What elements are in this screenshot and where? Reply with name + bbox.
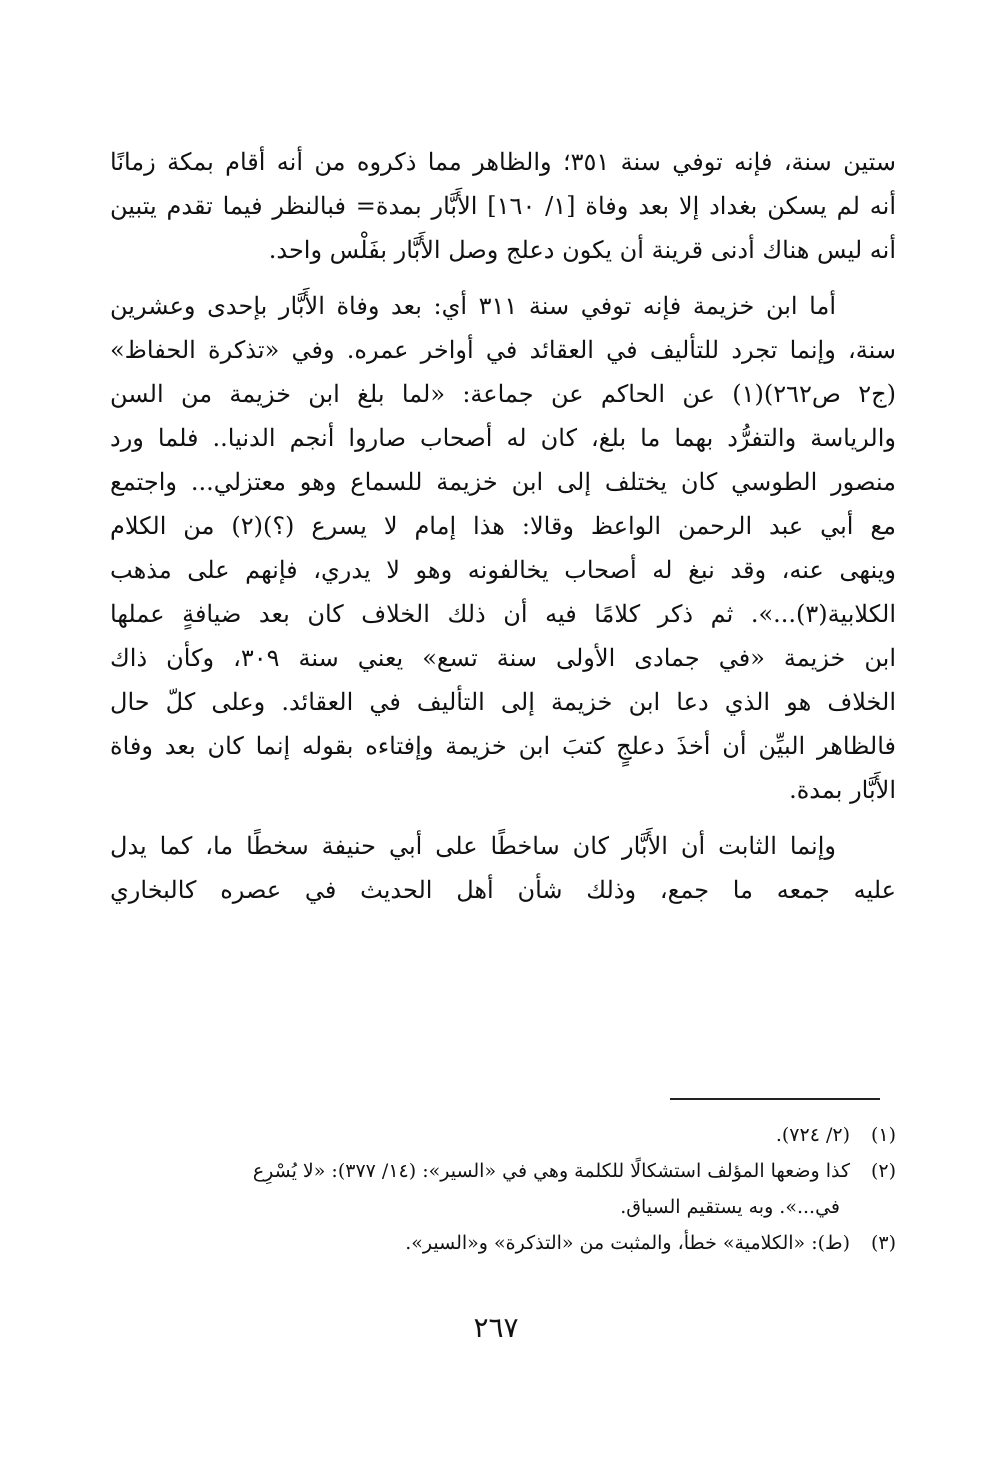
main-text (110, 140, 896, 912)
text-line: الأَبَّار بمدة. (789, 776, 896, 804)
text-line: والرياسة والتفرُّد بهما ما بلغ، كان له أصحاب صاروا أنجم الدنيا.. فلما ورد (110, 424, 896, 452)
footnote-line (110, 1153, 896, 1189)
text-line: الكلابية(٣)...». ثم ذكر كلامًا فيه أن ذلك الخلاف كان بعد ضيافةٍ عملها (110, 600, 896, 628)
paragraph-2 (110, 284, 896, 812)
footnote-text: (ط): «الكلامية» خطأ، والمثبت من «التذكرة» و«السير». (405, 1232, 850, 1254)
text-line: مع أبي عبد الرحمن الواعظ وقالا: هذا إمام لا يسرع (؟)(٢) من الكلام (110, 512, 896, 540)
text-line: سنة، وإنما تجرد للتأليف في العقائد في أواخر عمره. وفي «تذكرة الحفاظ» (110, 336, 896, 364)
text-line: ابن خزيمة «في جمادى الأولى سنة تسع» يعني سنة ٣٠٩، وكأن ذاك (110, 644, 896, 672)
text-line: وإنما الثابت أن الأَبَّار كان ساخطًا على أبي حنيفة سخطًا ما، كما يدل (110, 832, 836, 860)
footnote-separator (670, 1098, 880, 1100)
footnote-line (110, 1225, 896, 1261)
paragraph-3 (110, 824, 896, 912)
text-line: أنه ليس هناك أدنى قرينة أن يكون دعلج وصل الأَبَّار بفَلْس واحد. (268, 236, 896, 264)
text-line: ستين سنة، فإنه توفي سنة ٣٥١؛ والظاهر مما ذكروه من أنه أقام بمكة زمانًا (110, 148, 896, 176)
text-line: منصور الطوسي كان يختلف إلى ابن خزيمة للسماع وهو معتزلي... واجتمع (110, 468, 896, 496)
text-line: (ج٢ ص٢٦٢)(١) عن الحاكم عن جماعة: «لما بلغ ابن خزيمة من السن (110, 380, 896, 408)
footnote-text: (٢/ ٧٢٤). (775, 1124, 850, 1146)
text-line: وينهى عنه، وقد نبغ له أصحاب يخالفونه وهو لا يدري، فإنهم على مذهب (110, 556, 896, 584)
text-line: أما ابن خزيمة فإنه توفي سنة ٣١١ أي: بعد وفاة الأَبَّار بإحدى وعشرين (110, 292, 836, 320)
footnote-number: (١) (870, 1124, 896, 1146)
footnote-line: في...». وبه يستقيم السياق. (620, 1196, 840, 1218)
footnote-line (110, 1117, 896, 1153)
text-line: الخلاف هو الذي دعا ابن خزيمة إلى التأليف في العقائد. وعلى كلّ حال (110, 688, 896, 716)
text-line: عليه جمعه ما جمع، وذلك شأن أهل الحديث في عصره كالبخاري (110, 876, 896, 904)
footnote-1 (110, 1117, 896, 1153)
text-line: أنه لم يسكن بغداد إلا بعد وفاة [١/ ١٦٠] الأَبَّار بمدة= فبالنظر فيما تقدم يتبين (110, 192, 896, 220)
text-line: فالظاهر البيِّن أن أخذَ دعلجٍ كتبَ ابن خزيمة وإفتاءه بقوله إنما كان بعد وفاة (110, 732, 896, 760)
footnote-number: (٢) (870, 1160, 896, 1182)
footnote-2 (110, 1153, 896, 1225)
footnote-number: (٣) (870, 1232, 896, 1254)
paragraph-1 (110, 140, 896, 272)
footnote-text: كذا وضعها المؤلف استشكالًا للكلمة وهي في «السير»: (١٤/ ٣٧٧): «لا يُسْرِع (252, 1160, 850, 1182)
footnote-3 (110, 1225, 896, 1261)
footnotes (110, 1117, 896, 1261)
page-number: ٢٦٧ (473, 1311, 519, 1344)
